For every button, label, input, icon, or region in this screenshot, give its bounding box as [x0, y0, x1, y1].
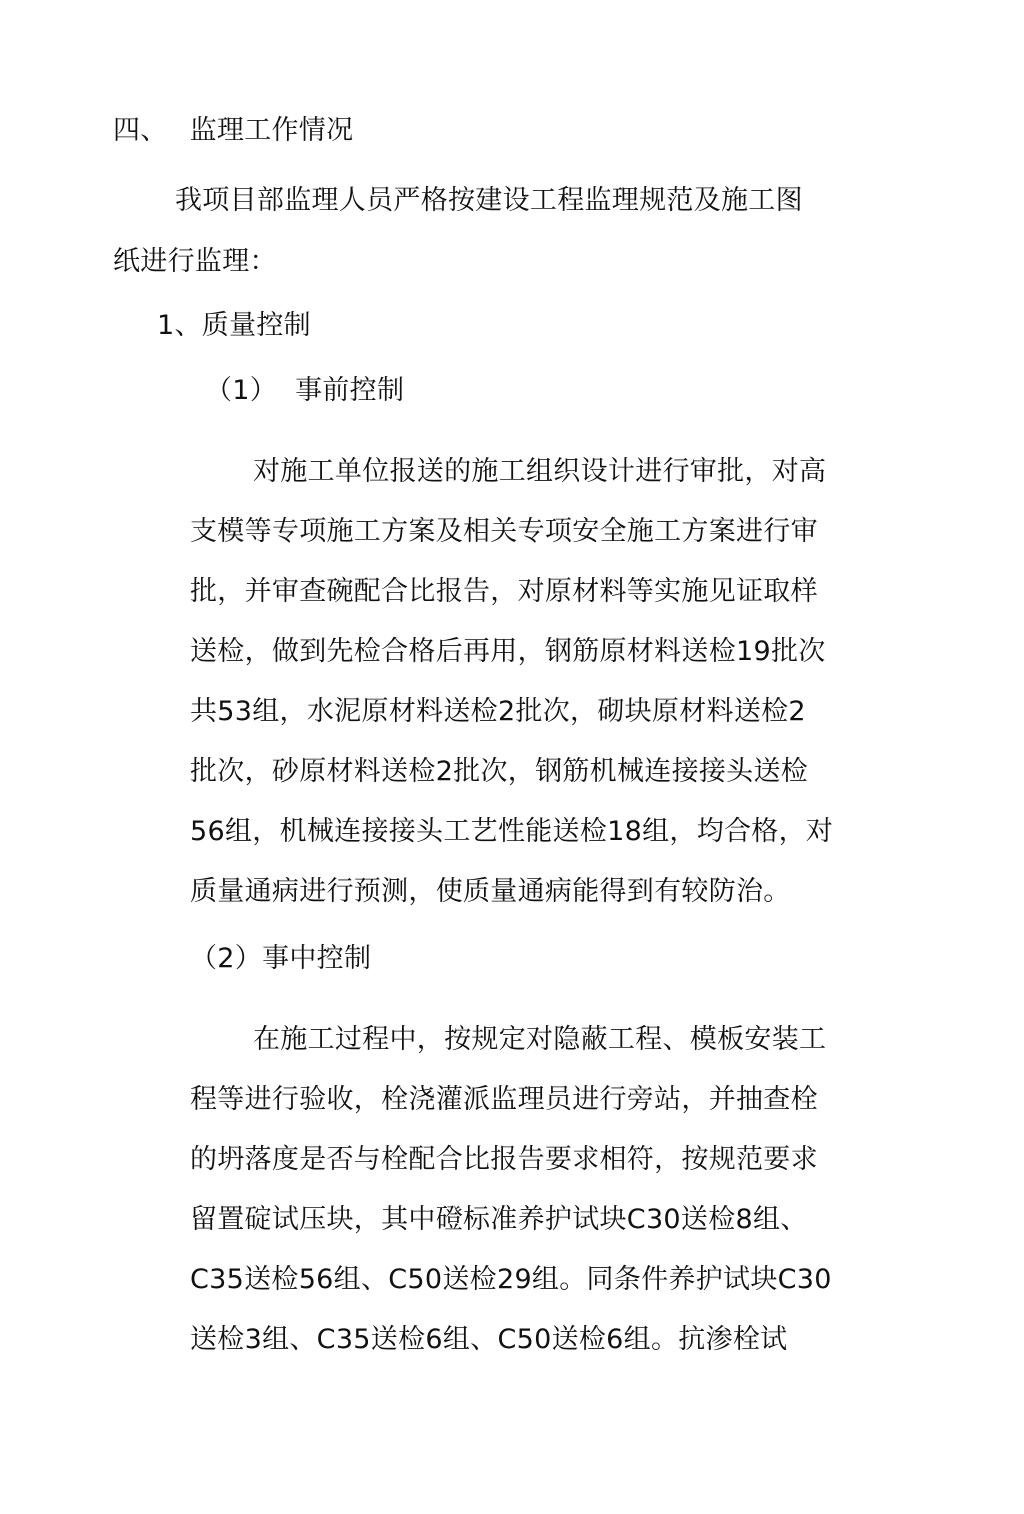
pre-control-heading	[205, 374, 404, 408]
pre-control-line: 批次，砂原材料送检2批次，钢筋机械连接接头送检	[190, 756, 809, 787]
pre-control-line: 批，并审查碗配合比报告，对原材料等实施见证取样	[190, 576, 818, 607]
pre-control-line: 送检，做到先检合格后再用，钢筋原材料送检19批次	[190, 636, 826, 667]
pre-control-title: 事前控制	[295, 375, 405, 406]
pre-control-line: 共53组，水泥原材料送检2批次，砌块原材料送检2	[190, 696, 806, 727]
section-number: 四、	[113, 115, 168, 146]
section-title: 监理工作情况	[189, 115, 354, 146]
mid-control-title: 事中控制	[262, 943, 372, 974]
quality-control-heading: 1、质量控制	[157, 310, 311, 341]
mid-control-line: C35送检56组、C50送检29组。同条件养护试块C30	[190, 1264, 832, 1295]
mid-control-line: 的坍落度是否与栓配合比报告要求相符，按规范要求	[190, 1144, 818, 1175]
mid-control-line: 送检3组、C35送检6组、C50送检6组。抗渗栓试	[190, 1324, 788, 1355]
pre-control-line: 56组，机械连接接头工艺性能送检18组，均合格，对	[190, 816, 834, 847]
pre-control-line: 支模等专项施工方案及相关专项安全施工方案进行审	[190, 516, 818, 547]
section-heading	[113, 114, 353, 148]
mid-control-line: 留置碇试压块，其中磴标准养护试块C30送检8组、	[190, 1204, 808, 1235]
mid-control-line: 在施工过程中，按规定对隐蔽工程、模板安装工	[253, 1024, 827, 1055]
pre-control-label: （1）	[205, 375, 278, 406]
mid-control-line: 程等进行验收，栓浇灌派监理员进行旁站，并抽查栓	[190, 1084, 818, 1115]
pre-control-line: 质量通病进行预测，使质量通病能得到有较防治。	[190, 876, 791, 907]
pre-control-line: 对施工单位报送的施工组织设计进行审批，对高	[253, 456, 827, 487]
mid-control-heading	[190, 942, 371, 976]
intro-line-2: 纸进行监理：	[113, 246, 277, 277]
mid-control-label: （2）	[190, 943, 263, 974]
intro-line-1: 我项目部监理人员严格按建设工程监理规范及施工图	[175, 185, 803, 216]
